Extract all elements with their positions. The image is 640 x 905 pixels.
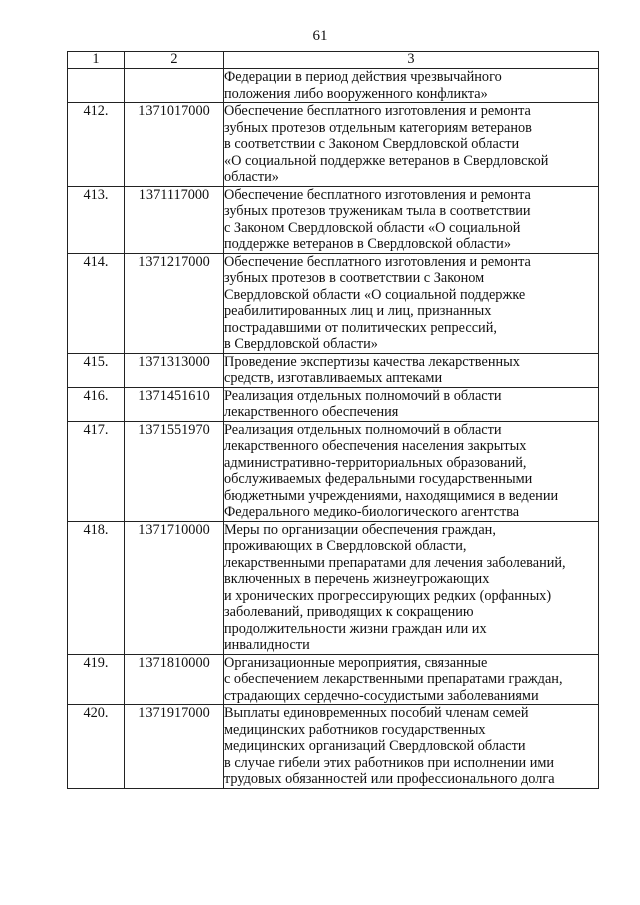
row-number: 412. (68, 103, 125, 187)
description-line: лекарственного обеспечения населения закрытых (224, 438, 527, 454)
description-line: в случае гибели этих работников при исполнении ими (224, 754, 555, 771)
row-code: 1371217000 (125, 253, 224, 353)
description-line: медицинских организаций Свердловской области (224, 738, 526, 754)
table-header (68, 52, 599, 69)
description-line: лекарственного обеспечения (224, 404, 399, 420)
description-line: включенных в перечень жизнеугрожающих (224, 571, 490, 587)
description-line: лекарственными препаратами для лечения заболеваний, (224, 554, 566, 571)
row-number: 414. (68, 253, 125, 353)
table-row (68, 521, 599, 654)
row-description (224, 353, 599, 387)
description-line: с обеспечением лекарственными препаратами граждан, (224, 671, 563, 687)
description-line: Свердловской области «О социальной поддержке (224, 286, 526, 303)
table-row (68, 353, 599, 387)
description-line: трудовых обязанностей или профессионального долга (224, 771, 555, 787)
description-line: зубных протезов в соответствии с Законом (224, 270, 485, 286)
table-row (68, 69, 599, 103)
row-number: 420. (68, 705, 125, 789)
description-line: страдающих сердечно-сосудистыми заболеваниями (224, 687, 539, 704)
row-number: 418. (68, 521, 125, 654)
table-row (68, 421, 599, 521)
description-line: в соответствии с Законом Свердловской области (224, 136, 520, 152)
table-row (68, 654, 599, 705)
description-line: медицинских работников государственных (224, 721, 486, 738)
row-description (224, 69, 599, 103)
row-number (68, 69, 125, 103)
row-description (224, 705, 599, 789)
column-header-1: 1 (68, 52, 125, 69)
description-line: в Свердловской области» (224, 336, 378, 352)
description-line: и хронических прогрессирующих редких (орфанных) (224, 587, 552, 604)
row-description (224, 253, 599, 353)
description-line: Обеспечение бесплатного изготовления и ремонта (224, 186, 531, 203)
row-number: 416. (68, 387, 125, 421)
description-line: реабилитированных лиц и лиц, признанных (224, 303, 492, 319)
row-number: 413. (68, 186, 125, 253)
description-line: зубных протезов труженикам тыла в соответствии (224, 203, 531, 219)
row-code: 1371710000 (125, 521, 224, 654)
description-line: средств, изготавливаемых аптеками (224, 370, 443, 386)
description-line: инвалидности (224, 637, 310, 653)
row-code: 1371810000 (125, 654, 224, 705)
row-number: 415. (68, 353, 125, 387)
row-code: 1371917000 (125, 705, 224, 789)
description-line: Выплаты единовременных пособий членам семей (224, 705, 529, 721)
table-row (68, 705, 599, 789)
row-description (224, 654, 599, 705)
row-description (224, 521, 599, 654)
description-line: Федерального медико-биологического агентства (224, 504, 520, 520)
row-code: 1371017000 (125, 103, 224, 187)
description-line: «О социальной поддержке ветеранов в Свердловской (224, 152, 549, 169)
description-line: положения либо вооруженного конфликта» (224, 85, 488, 102)
row-number: 419. (68, 654, 125, 705)
description-line: Проведение экспертизы качества лекарственных (224, 353, 520, 370)
description-line: с Законом Свердловской области «О социальной (224, 219, 521, 236)
row-description (224, 387, 599, 421)
description-line: Обеспечение бесплатного изготовления и ремонта (224, 103, 531, 119)
table-row (68, 387, 599, 421)
row-code: 1371313000 (125, 353, 224, 387)
description-line: бюджетными учреждениями, находящимися в ведении (224, 487, 559, 504)
description-line: Организационные мероприятия, связанные (224, 654, 488, 671)
table-row (68, 103, 599, 187)
page-number: 61 (312, 28, 328, 44)
description-line: обслуживаемых федеральными государственными (224, 471, 533, 487)
row-description (224, 103, 599, 187)
row-code: 1371551970 (125, 421, 224, 521)
description-line: заболеваний, приводящих к сокращению (224, 604, 474, 620)
row-code: 1371117000 (125, 186, 224, 253)
description-line: Меры по организации обеспечения граждан, (224, 521, 496, 538)
description-line: Реализация отдельных полномочий в области (224, 421, 502, 438)
description-line: Реализация отдельных полномочий в области (224, 387, 502, 404)
row-code (125, 69, 224, 103)
description-line: Федерации в период действия чрезвычайного (224, 69, 502, 85)
registry-table (67, 51, 599, 789)
description-line: продолжительности жизни граждан или их (224, 620, 487, 637)
description-line: области» (224, 169, 279, 185)
table-row (68, 186, 599, 253)
description-line: поддержке ветеранов в Свердловской области» (224, 236, 511, 252)
description-line: проживающих в Свердловской области, (224, 538, 467, 554)
row-description (224, 186, 599, 253)
table-row (68, 253, 599, 353)
description-line: Обеспечение бесплатного изготовления и ремонта (224, 253, 531, 270)
column-header-2: 2 (125, 52, 224, 69)
column-header-3: 3 (224, 52, 599, 69)
row-code: 1371451610 (125, 387, 224, 421)
row-number: 417. (68, 421, 125, 521)
description-line: пострадавшими от политических репрессий, (224, 319, 497, 336)
description-line: административно-территориальных образований, (224, 454, 527, 471)
description-line: зубных протезов отдельным категориям ветеранов (224, 119, 532, 136)
table-body (68, 69, 599, 789)
row-description (224, 421, 599, 521)
